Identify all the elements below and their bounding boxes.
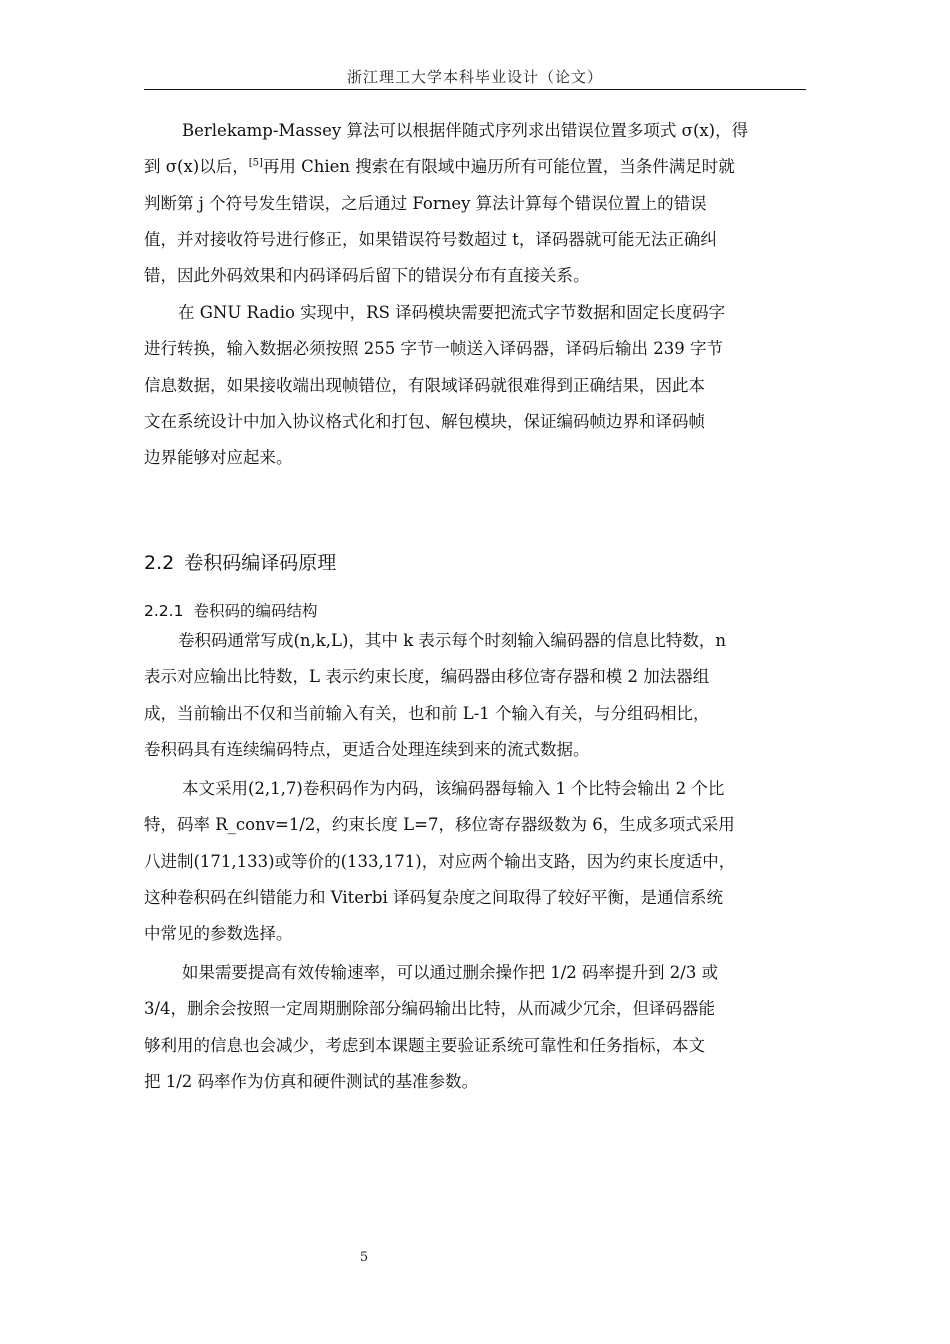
paragraph-2-line-1: 在 GNU Radio 实现中，RS 译码模块需要把流式字节数据和固定长度码字 <box>178 303 726 322</box>
paragraph-5-line-3: 够利用的信息也会减少，考虑到本课题主要验证系统可靠性和任务指标，本文 <box>144 1035 705 1055</box>
paragraph-4 <box>144 771 806 952</box>
paragraph-1 <box>144 113 806 294</box>
paragraph-4-line-4: 这种卷积码在纠错能力和 Viterbi 译码复杂度之间取得了较好平衡，是通信系统 <box>144 887 724 907</box>
paragraph-2-line-4: 文在系统设计中加入协议格式化和打包、解包模块，保证编码帧边界和译码帧 <box>144 411 705 431</box>
paragraph-4-line-3: 八进制(171,133)或等价的(133,171)，对应两个输出支路，因为约束长度适中， <box>144 851 736 871</box>
paragraph-1-line-4: 值，并对接收符号进行修正，如果错误符号数超过 t，译码器就可能无法正确纠 <box>144 229 717 249</box>
subsection-number: 2.2.1 <box>144 602 184 620</box>
paragraph-1-line-5: 错，因此外码效果和内码译码后留下的错误分布有直接关系。 <box>144 266 590 286</box>
paragraph-3-line-1: 卷积码通常写成(n,k,L)，其中 k 表示每个时刻输入编码器的信息比特数，n <box>178 631 727 650</box>
paragraph-1-line-2-end: 再用 Chien 搜索在有限域中遍历所有可能位置，当条件满足时就 <box>262 157 735 177</box>
section-heading-2-2-1 <box>144 599 317 621</box>
paragraph-3-line-4: 卷积码具有连续编码特点，更适合处理连续到来的流式数据。 <box>144 739 590 759</box>
running-header: 浙江理工大学本科毕业设计（论文） <box>346 68 603 86</box>
paragraph-5-line-4: 把 1/2 码率作为仿真和硬件测试的基准参数。 <box>144 1071 479 1091</box>
paragraph-4-line-2: 特，码率 R_conv=1/2，约束长度 L=7，移位寄存器级数为 6，生成多项式采用 <box>144 815 735 835</box>
subsection-title: 卷积码的编码结构 <box>193 602 318 620</box>
paragraph-3-line-2: 表示对应输出比特数，L 表示约束长度，编码器由移位寄存器和模 2 加法器组 <box>144 667 710 687</box>
paragraph-5-line-2: 3/4，删余会按照一定周期删除部分编码输出比特，从而减少冗余，但译码器能 <box>144 999 716 1019</box>
paragraph-4-line-1: 本文采用(2,1,7)卷积码作为内码，该编码器每输入 1 个比特会输出 2 个比 <box>182 779 725 798</box>
section-heading-2-2 <box>144 548 336 575</box>
page-number: 5 <box>359 1250 369 1265</box>
paragraph-1-line-3: 判断第 j 个符号发生错误，之后通过 Forney 算法计算每个错误位置上的错误 <box>144 193 707 213</box>
section-title: 卷积码编译码原理 <box>184 552 337 574</box>
citation-marker: [5] <box>248 157 263 169</box>
paragraph-2-line-2: 进行转换，输入数据必须按照 255 字节一帧送入译码器，译码后输出 239 字节 <box>144 339 723 359</box>
section-number: 2.2 <box>144 552 175 574</box>
paragraph-5-line-1: 如果需要提高有效传输速率，可以通过删余操作把 1/2 码率提升到 2/3 或 <box>182 963 719 982</box>
paragraph-3-line-3: 成，当前输出不仅和当前输入有关，也和前 L-1 个输入有关，与分组码相比， <box>144 703 710 723</box>
paragraph-2 <box>144 295 806 476</box>
paragraph-3 <box>144 623 806 768</box>
paragraph-1-line-2-start: 到 σ(x)以后， <box>144 157 249 177</box>
header-rule <box>144 89 806 90</box>
paragraph-2-line-5: 边界能够对应起来。 <box>144 448 293 468</box>
paragraph-4-line-5: 中常见的参数选择。 <box>144 924 293 944</box>
paragraph-1-line-1: Berlekamp-Massey 算法可以根据伴随式序列求出错误位置多项式 σ(x)，得 <box>182 121 749 140</box>
paragraph-2-line-3: 信息数据，如果接收端出现帧错位，有限域译码就很难得到正确结果，因此本 <box>144 375 705 395</box>
paragraph-1-line-2 <box>144 149 806 185</box>
paragraph-5 <box>144 955 806 1100</box>
